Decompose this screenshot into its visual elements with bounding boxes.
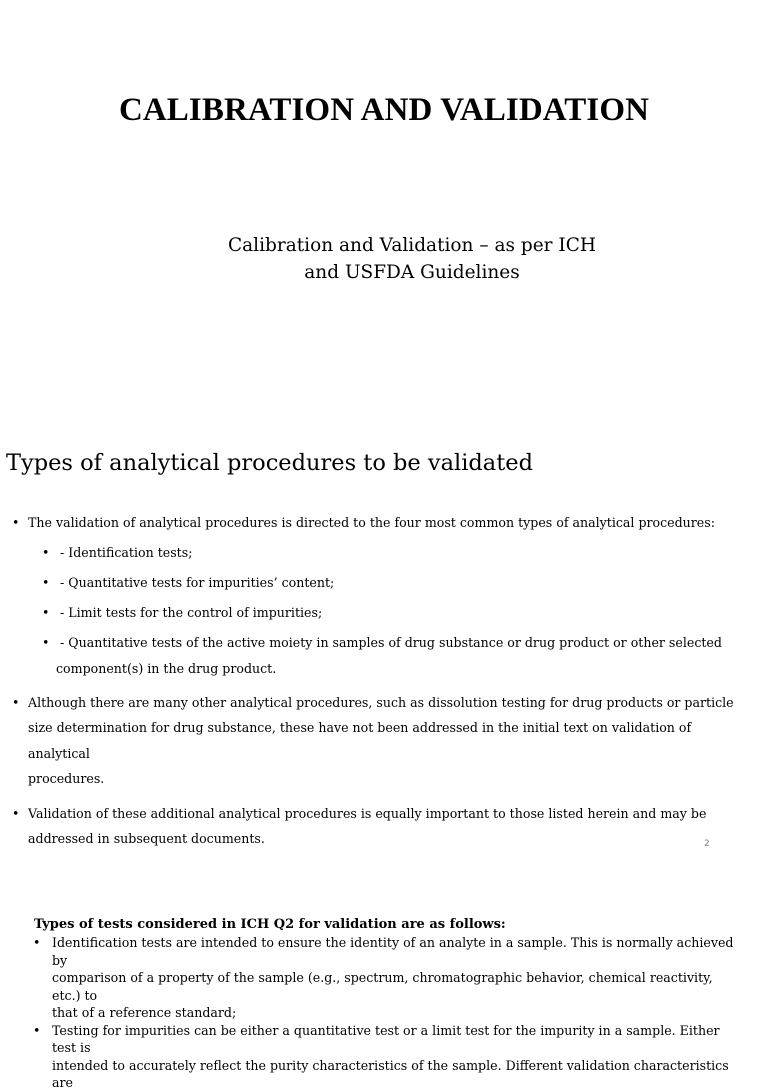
sub-bullet-continuation: component(s) in the drug product. [56,660,277,676]
bullet-line: Testing for impurities can be either a quantitative test or a limit test for the impurity in a sample. Either test is [52,1022,720,1055]
bullet-line: Validation of these additional analytical procedures is equally important to those listed herein and may be [28,805,707,821]
slide-heading: Types of analytical procedures to be validated [6,450,533,476]
sub-bullet-item [0,570,740,596]
slide-subtitle [0,232,768,286]
sub-bullet-text: - Limit tests for the control of impurities; [60,604,323,620]
bullet-marker: • [42,634,50,650]
bullet-item [0,934,740,1022]
sub-bullet-text: - Identification tests; [60,544,193,560]
bullet-item [0,510,740,536]
bullet-marker: • [42,544,50,560]
bullet-marker: • [12,805,20,821]
bullet-marker: • [33,1022,41,1038]
bullet-marker: • [12,694,20,710]
bullet-line: procedures. [28,771,105,786]
bullet-line: Identification tests are intended to ensure the identity of an analyte in a sample. This is normally achieved by [52,935,734,968]
bullet-item [0,801,740,852]
bullet-list [0,934,740,1092]
slide-title: CALIBRATION AND VALIDATION [118,92,650,128]
bullet-line: that of a reference standard; [52,1005,237,1020]
sub-bullet-item [0,540,740,566]
bullet-line: addressed in subsequent documents. [28,831,265,846]
bullet-marker: • [33,935,41,950]
sub-bullet-text: - Quantitative tests for impurities’ content; [60,574,335,590]
slide-heading: Types of tests considered in ICH Q2 for validation are as follows: [34,917,506,932]
sub-bullet-item [0,630,740,682]
bullet-list [0,510,740,852]
sub-bullet-item [0,600,740,626]
subtitle-line-2: and USFDA Guidelines [304,262,520,283]
bullet-line: size determination for drug substance, these have not been addressed in the initial text on validation of analytical [28,720,692,761]
subtitle-line-1: Calibration and Validation – as per ICH [227,235,596,256]
bullet-line: intended to accurately reflect the purity characteristics of the sample. Different validation characteristics are [52,1057,729,1090]
bullet-item [0,690,740,792]
bullet-marker: • [12,515,20,530]
title-slide [0,0,768,420]
bullet-item [0,1022,740,1092]
bullet-marker: • [42,574,50,590]
content-slide [0,440,768,880]
bullet-line: comparison of a property of the sample (e.g., spectrum, chromatographic behavior, chemical reactivity, etc.) to [52,970,713,1003]
bullet-line: Although there are many other analytical procedures, such as dissolution testing for drug products or particle [28,694,734,710]
bullet-marker: • [42,604,50,620]
bullet-text: The validation of analytical procedures is directed to the four most common types of analytical procedures: [28,515,715,530]
content-slide-3 [0,900,768,1090]
sub-bullet-text: - Quantitative tests of the active moiety in samples of drug substance or drug product or other selected [60,634,722,650]
page-number: 2 [704,839,710,849]
